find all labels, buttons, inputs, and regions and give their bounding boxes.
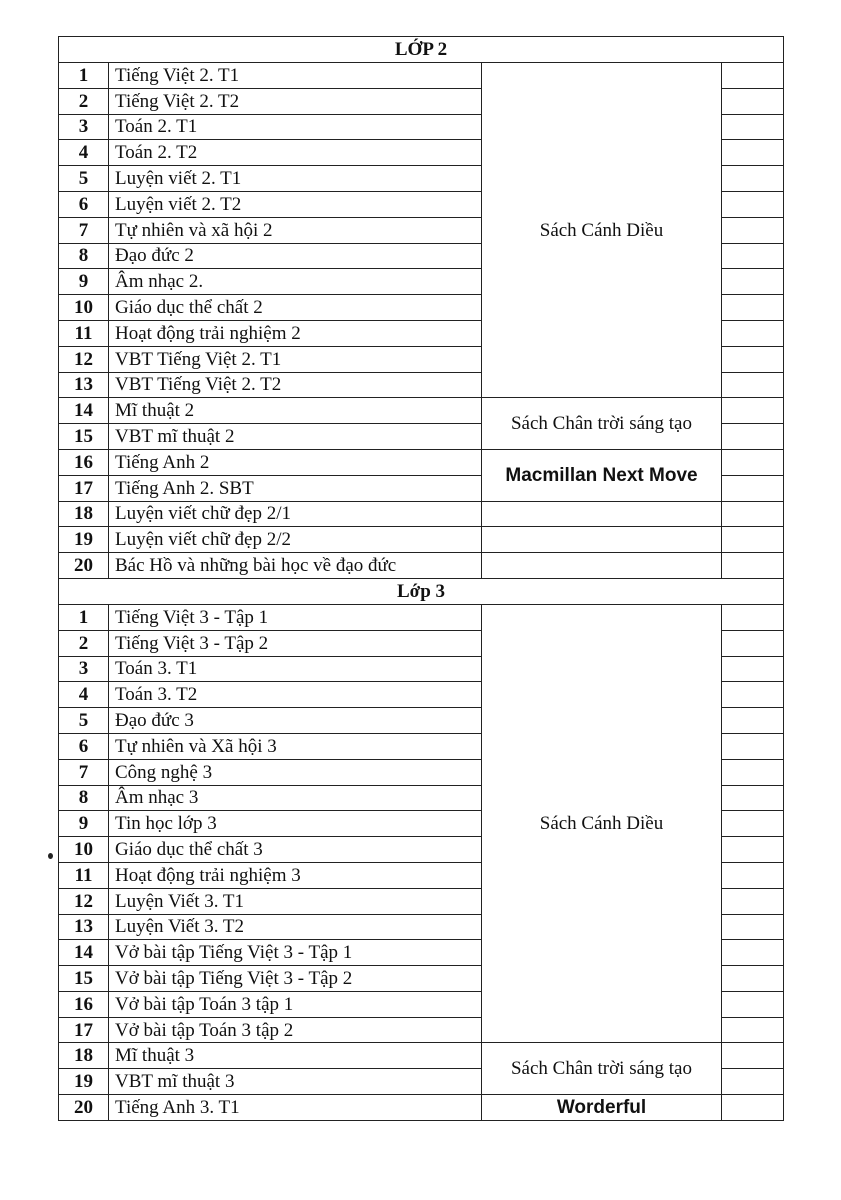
publisher-cell: [482, 501, 722, 527]
publisher-cell: Sách Cánh Diều: [482, 604, 722, 1043]
blank-cell: [722, 1069, 784, 1095]
book-title: Vở bài tập Tiếng Việt 3 - Tập 2: [109, 966, 482, 992]
section-heading: Lớp 3: [59, 578, 784, 604]
row-number: 16: [59, 449, 109, 475]
row-number: 6: [59, 191, 109, 217]
book-title: Tiếng Việt 3 - Tập 1: [109, 604, 482, 630]
blank-cell: [722, 320, 784, 346]
publisher-cell: Sách Cánh Diều: [482, 63, 722, 398]
book-title: VBT mĩ thuật 3: [109, 1069, 482, 1095]
row-number: 17: [59, 475, 109, 501]
row-number: 18: [59, 501, 109, 527]
row-number: 7: [59, 217, 109, 243]
row-number: 15: [59, 424, 109, 450]
blank-cell: [722, 553, 784, 579]
row-number: 11: [59, 320, 109, 346]
book-title: Giáo dục thể chất 3: [109, 837, 482, 863]
blank-cell: [722, 733, 784, 759]
blank-cell: [722, 88, 784, 114]
row-number: 16: [59, 991, 109, 1017]
book-title: Tiếng Việt 2. T1: [109, 63, 482, 89]
blank-cell: [722, 604, 784, 630]
blank-cell: [722, 837, 784, 863]
blank-cell: [722, 656, 784, 682]
publisher-cell: Worderful: [482, 1095, 722, 1121]
row-number: 1: [59, 604, 109, 630]
row-number: 8: [59, 785, 109, 811]
blank-cell: [722, 862, 784, 888]
row-number: 5: [59, 708, 109, 734]
blank-cell: [722, 166, 784, 192]
book-title: Luyện Viết 3. T1: [109, 888, 482, 914]
blank-cell: [722, 759, 784, 785]
book-title: Luyện Viết 3. T2: [109, 914, 482, 940]
blank-cell: [722, 295, 784, 321]
row-number: 19: [59, 1069, 109, 1095]
blank-cell: [722, 346, 784, 372]
blank-cell: [722, 1043, 784, 1069]
table-row: [59, 63, 784, 89]
book-title: Toán 2. T1: [109, 114, 482, 140]
table-row: [59, 553, 784, 579]
blank-cell: [722, 940, 784, 966]
book-title: Hoạt động trải nghiệm 3: [109, 862, 482, 888]
row-number: 4: [59, 140, 109, 166]
table-row: [59, 527, 784, 553]
book-title: Đạo đức 2: [109, 243, 482, 269]
book-title: Toán 2. T2: [109, 140, 482, 166]
row-number: 10: [59, 295, 109, 321]
blank-cell: [722, 991, 784, 1017]
blank-cell: [722, 475, 784, 501]
book-title: Hoạt động trải nghiệm 2: [109, 320, 482, 346]
book-title: Tiếng Anh 3. T1: [109, 1095, 482, 1121]
row-number: 9: [59, 269, 109, 295]
row-number: 17: [59, 1017, 109, 1043]
book-title: Mĩ thuật 2: [109, 398, 482, 424]
row-number: 20: [59, 553, 109, 579]
row-number: 2: [59, 630, 109, 656]
blank-cell: [722, 63, 784, 89]
row-number: 13: [59, 914, 109, 940]
blank-cell: [722, 527, 784, 553]
row-number: 19: [59, 527, 109, 553]
row-number: 5: [59, 166, 109, 192]
publisher-cell: Sách Chân trời sáng tạo: [482, 398, 722, 450]
table-row: [59, 1095, 784, 1121]
table-row: [59, 449, 784, 475]
blank-cell: [722, 114, 784, 140]
book-title: Vở bài tập Toán 3 tập 2: [109, 1017, 482, 1043]
book-title: Tiếng Việt 3 - Tập 2: [109, 630, 482, 656]
table-row: [59, 501, 784, 527]
row-number: 11: [59, 862, 109, 888]
blank-cell: [722, 269, 784, 295]
book-title: Toán 3. T1: [109, 656, 482, 682]
book-title: VBT mĩ thuật 2: [109, 424, 482, 450]
book-title: Luyện viết 2. T1: [109, 166, 482, 192]
blank-cell: [722, 708, 784, 734]
book-title: Công nghệ 3: [109, 759, 482, 785]
blank-cell: [722, 501, 784, 527]
book-title: VBT Tiếng Việt 2. T1: [109, 346, 482, 372]
book-title: Vở bài tập Tiếng Việt 3 - Tập 1: [109, 940, 482, 966]
book-title: Luyện viết chữ đẹp 2/2: [109, 527, 482, 553]
blank-cell: [722, 243, 784, 269]
blank-cell: [722, 785, 784, 811]
row-number: 9: [59, 811, 109, 837]
row-number: 20: [59, 1095, 109, 1121]
book-list-table: [58, 36, 784, 1121]
blank-cell: [722, 630, 784, 656]
book-title: Luyện viết 2. T2: [109, 191, 482, 217]
blank-cell: [722, 398, 784, 424]
row-number: 10: [59, 837, 109, 863]
blank-cell: [722, 449, 784, 475]
book-title: Mĩ thuật 3: [109, 1043, 482, 1069]
ink-dot: [48, 853, 53, 859]
section-header-row: [59, 578, 784, 604]
blank-cell: [722, 1017, 784, 1043]
row-number: 3: [59, 656, 109, 682]
publisher-cell: Sách Chân trời sáng tạo: [482, 1043, 722, 1095]
blank-cell: [722, 424, 784, 450]
row-number: 6: [59, 733, 109, 759]
row-number: 1: [59, 63, 109, 89]
book-title: Toán 3. T2: [109, 682, 482, 708]
row-number: 12: [59, 346, 109, 372]
row-number: 18: [59, 1043, 109, 1069]
book-list-body: [59, 37, 784, 1121]
blank-cell: [722, 888, 784, 914]
blank-cell: [722, 1095, 784, 1121]
book-title: Bác Hồ và những bài học về đạo đức: [109, 553, 482, 579]
book-title: Giáo dục thể chất 2: [109, 295, 482, 321]
row-number: 14: [59, 398, 109, 424]
blank-cell: [722, 217, 784, 243]
book-title: Tự nhiên và Xã hội 3: [109, 733, 482, 759]
blank-cell: [722, 811, 784, 837]
row-number: 3: [59, 114, 109, 140]
table-row: [59, 398, 784, 424]
table-row: [59, 1043, 784, 1069]
blank-cell: [722, 914, 784, 940]
section-heading: LỚP 2: [59, 37, 784, 63]
book-title: Vở bài tập Toán 3 tập 1: [109, 991, 482, 1017]
book-title: Đạo đức 3: [109, 708, 482, 734]
book-title: Luyện viết chữ đẹp 2/1: [109, 501, 482, 527]
section-header-row: [59, 37, 784, 63]
blank-cell: [722, 191, 784, 217]
row-number: 2: [59, 88, 109, 114]
publisher-cell: [482, 527, 722, 553]
row-number: 13: [59, 372, 109, 398]
book-title: Tiếng Anh 2: [109, 449, 482, 475]
book-title: Âm nhạc 3: [109, 785, 482, 811]
row-number: 12: [59, 888, 109, 914]
blank-cell: [722, 372, 784, 398]
blank-cell: [722, 966, 784, 992]
book-title: Tiếng Anh 2. SBT: [109, 475, 482, 501]
row-number: 8: [59, 243, 109, 269]
book-title: Tin học lớp 3: [109, 811, 482, 837]
book-title: Tự nhiên và xã hội 2: [109, 217, 482, 243]
row-number: 15: [59, 966, 109, 992]
blank-cell: [722, 682, 784, 708]
row-number: 4: [59, 682, 109, 708]
row-number: 7: [59, 759, 109, 785]
book-title: Tiếng Việt 2. T2: [109, 88, 482, 114]
publisher-cell: Macmillan Next Move: [482, 449, 722, 501]
table-row: [59, 604, 784, 630]
blank-cell: [722, 140, 784, 166]
book-title: Âm nhạc 2.: [109, 269, 482, 295]
row-number: 14: [59, 940, 109, 966]
publisher-cell: [482, 553, 722, 579]
book-title: VBT Tiếng Việt 2. T2: [109, 372, 482, 398]
